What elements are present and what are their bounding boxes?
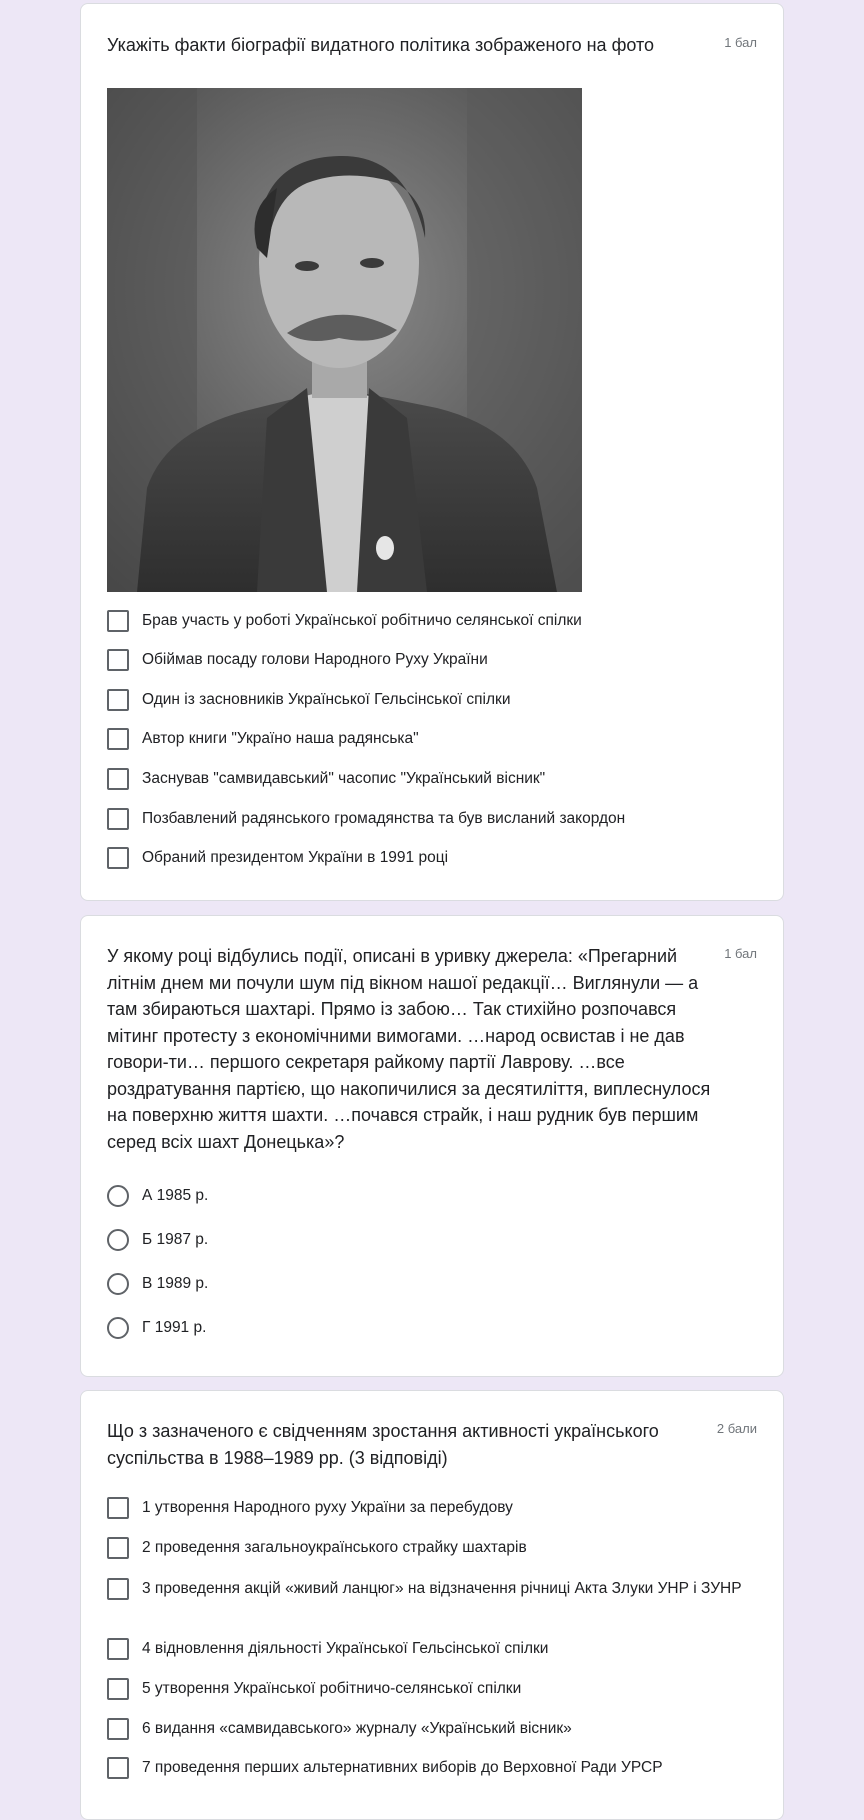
option-radio-v[interactable] xyxy=(107,1272,757,1296)
question-title: У якому році відбулись події, описані в уривку джерела: «Прегарний літнім днем ми почули шум під вікном нашої редакції… Виглянули — а там збираються шахтарі. Прямо із забою… Так стихійно розпочався мітинг протесту з економічними вимогами. …народ освистав і не дав говори-ти… першого секретаря райкому партії Лаврову. …все роздратування партією, що накопичилися за десятиліття, виплеснулося на поверхню життя шахти. …почався страйк, і наш рудник був першим серед всіх шахт Донецька»? xyxy=(107,946,711,1152)
option-label: Один із засновників Української Гельсінської спілки xyxy=(142,691,511,708)
option-label: 4 відновлення діяльності Української Гельсінської спілки xyxy=(142,1640,549,1657)
option-label: 2 проведення загальноукраїнського страйку шахтарів xyxy=(142,1539,527,1556)
checkbox-icon[interactable] xyxy=(107,1718,129,1740)
question-title: Що з зазначеного є свідченням зростання активності українського суспільства в 1988–1989 рр. (3 відповіді) xyxy=(107,1421,659,1468)
option-label: 3 проведення акцій «живий ланцюг» на відзначення річниці Акта Злуки УНР і ЗУНР xyxy=(142,1580,742,1597)
option-label: В 1989 р. xyxy=(142,1275,209,1292)
checkbox-icon[interactable] xyxy=(107,689,129,711)
radio-icon[interactable] xyxy=(107,1317,129,1339)
question-card-1 xyxy=(80,3,784,901)
option-label: 6 видання «самвидавського» журналу «Український вісник» xyxy=(142,1720,572,1737)
option-checkbox-5[interactable] xyxy=(107,1677,757,1701)
checkbox-icon[interactable] xyxy=(107,728,129,750)
checkbox-icon[interactable] xyxy=(107,1537,129,1559)
radio-icon[interactable] xyxy=(107,1229,129,1251)
question-card-2 xyxy=(80,915,784,1377)
option-label: 1 утворення Народного руху України за перебудову xyxy=(142,1499,513,1516)
option-label: Автор книги "Україно наша радянська" xyxy=(142,730,419,747)
option-checkbox-7[interactable] xyxy=(107,1756,757,1780)
option-checkbox-4[interactable] xyxy=(107,1637,757,1661)
option-radio-b[interactable] xyxy=(107,1228,757,1252)
option-label: Г 1991 р. xyxy=(142,1319,207,1336)
checkbox-icon[interactable] xyxy=(107,1638,129,1660)
option-label: 5 утворення Української робітничо-селянської спілки xyxy=(142,1680,522,1697)
option-checkbox-7[interactable] xyxy=(107,846,757,870)
checkbox-icon[interactable] xyxy=(107,1757,129,1779)
option-checkbox-2[interactable] xyxy=(107,1536,757,1560)
option-label: Брав участь у роботі Української робітничо селянської спілки xyxy=(142,612,582,629)
option-checkbox-4[interactable] xyxy=(107,727,757,751)
question-title: Укажіть факти біографії видатного політика зображеного на фото xyxy=(107,35,655,55)
option-checkbox-6[interactable] xyxy=(107,807,757,831)
checkbox-icon[interactable] xyxy=(107,610,129,632)
option-checkbox-3[interactable] xyxy=(107,1577,757,1601)
option-checkbox-1[interactable] xyxy=(107,1496,757,1520)
question-card-3 xyxy=(80,1390,784,1820)
option-label: Позбавлений радянського громадянства та був висланий закордон xyxy=(142,810,626,827)
checkbox-icon[interactable] xyxy=(107,649,129,671)
checkbox-icon[interactable] xyxy=(107,847,129,869)
option-checkbox-5[interactable] xyxy=(107,767,757,791)
politician-photo xyxy=(107,88,582,592)
option-checkbox-2[interactable] xyxy=(107,648,757,672)
option-checkbox-1[interactable] xyxy=(107,609,757,633)
question-points: 1 бал xyxy=(724,946,757,961)
checkbox-icon[interactable] xyxy=(107,808,129,830)
radio-icon[interactable] xyxy=(107,1273,129,1295)
option-label: Обіймав посаду голови Народного Руху України xyxy=(142,651,488,668)
checkbox-icon[interactable] xyxy=(107,768,129,790)
option-label: 7 проведення перших альтернативних виборів до Верховної Ради УРСР xyxy=(142,1759,663,1776)
question-points: 2 бали xyxy=(716,1421,757,1436)
question-points: 1 бал xyxy=(724,35,757,50)
option-radio-h[interactable] xyxy=(107,1316,757,1340)
option-label: Обраний президентом України в 1991 році xyxy=(142,849,449,866)
radio-icon[interactable] xyxy=(107,1185,129,1207)
checkbox-icon[interactable] xyxy=(107,1497,129,1519)
option-label: Б 1987 р. xyxy=(142,1231,209,1248)
option-radio-a[interactable] xyxy=(107,1184,757,1208)
option-label: Заснував "самвидавський" часопис "Український вісник" xyxy=(142,770,546,787)
option-checkbox-6[interactable] xyxy=(107,1717,757,1741)
option-checkbox-3[interactable] xyxy=(107,688,757,712)
checkbox-icon[interactable] xyxy=(107,1678,129,1700)
checkbox-icon[interactable] xyxy=(107,1578,129,1600)
option-label: А 1985 р. xyxy=(142,1187,209,1204)
